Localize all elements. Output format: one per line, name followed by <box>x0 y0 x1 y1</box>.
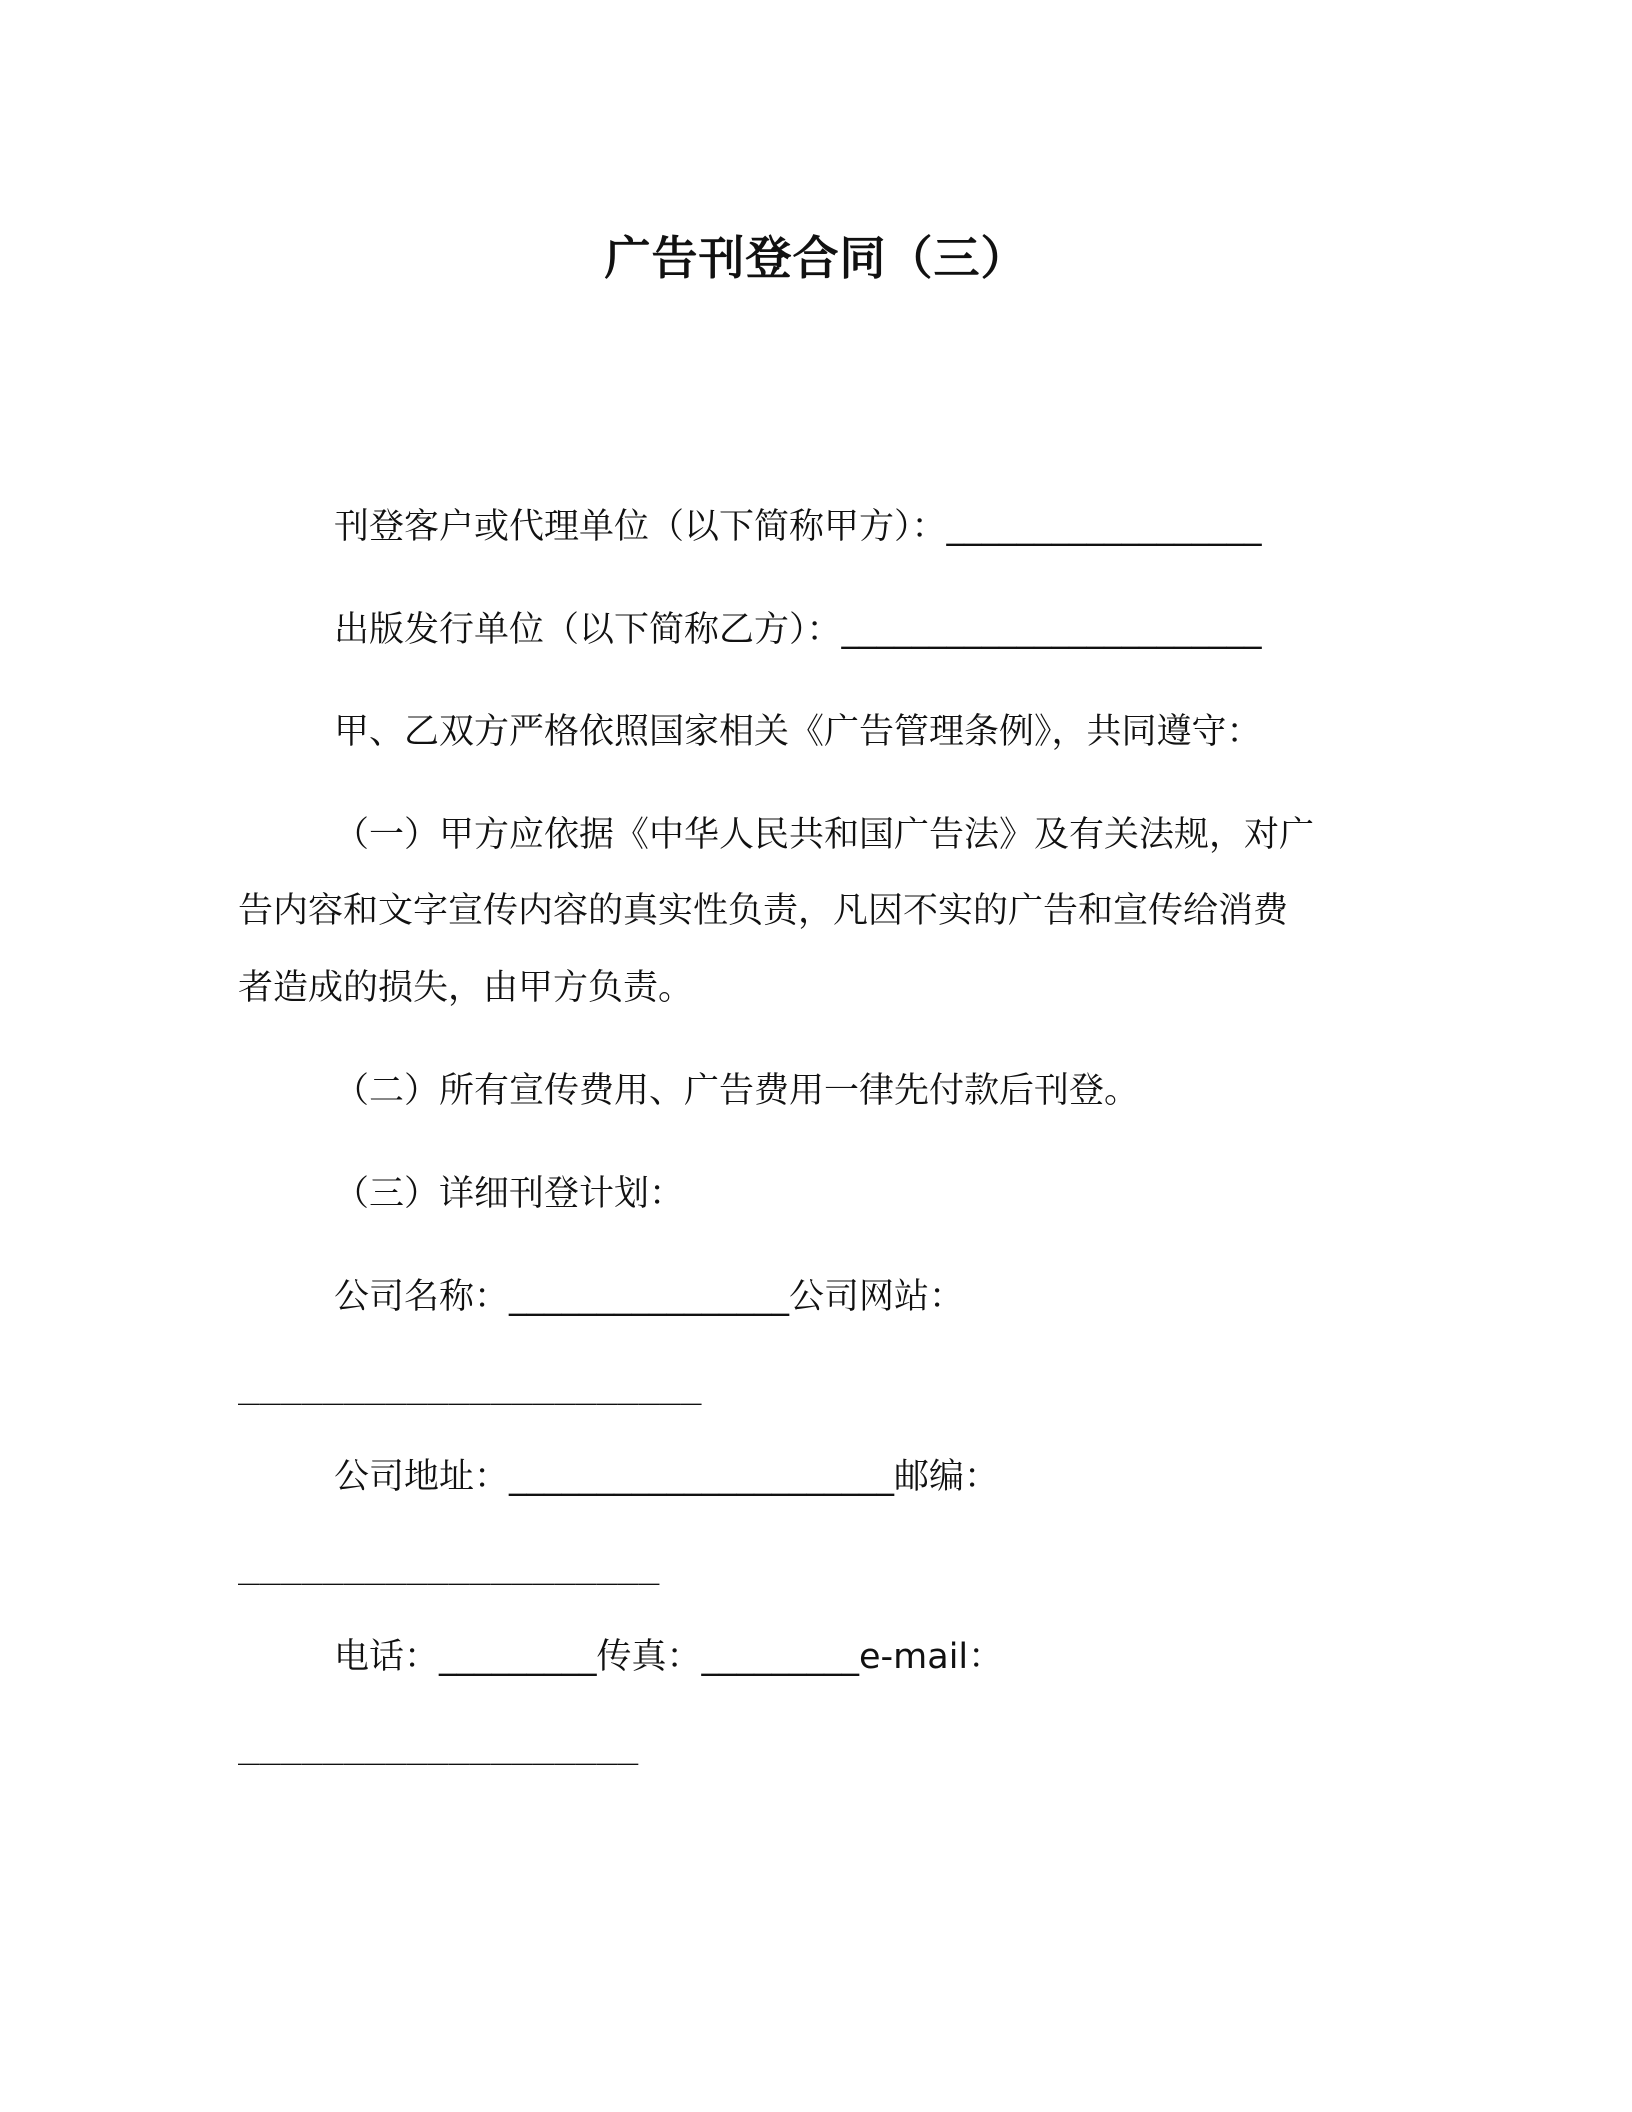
contact-line: 电话：_________传真：_________e-mail： <box>334 1637 1004 1677</box>
company-website-blank: ______________________ <box>238 1366 702 1406</box>
party-b-line: 出版发行单位（以下简称乙方）：________________________ <box>334 610 1262 650</box>
clause-1-line-2: 告内容和文字宣传内容的真实性负责，凡因不实的广告和宣传给消费 <box>238 891 1289 931</box>
preamble-paragraph: 甲、乙双方严格依照国家相关《广告管理条例》，共同遵守： <box>334 712 1262 752</box>
company-address-line: 公司地址：______________________邮编： <box>334 1457 1000 1497</box>
email-blank: ___________________ <box>238 1726 639 1766</box>
postcode-blank: ____________________ <box>238 1546 660 1586</box>
clause-1-line-1: （一）甲方应依据《中华人民共和国广告法》及有关法规，对广 <box>334 815 1315 855</box>
company-name-line: 公司名称：________________公司网站： <box>334 1277 965 1317</box>
clause-1-line-3: 者造成的损失，由甲方负责。 <box>238 968 694 1008</box>
clause-3-heading: （三）详细刊登计划： <box>334 1174 685 1214</box>
clause-2-paragraph: （二）所有宣传费用、广告费用一律先付款后刊登。 <box>334 1071 1140 1111</box>
party-a-line: 刊登客户或代理单位（以下简称甲方）：__________________ <box>334 507 1262 547</box>
document-title: 广告刊登合同（三） <box>604 231 1028 285</box>
